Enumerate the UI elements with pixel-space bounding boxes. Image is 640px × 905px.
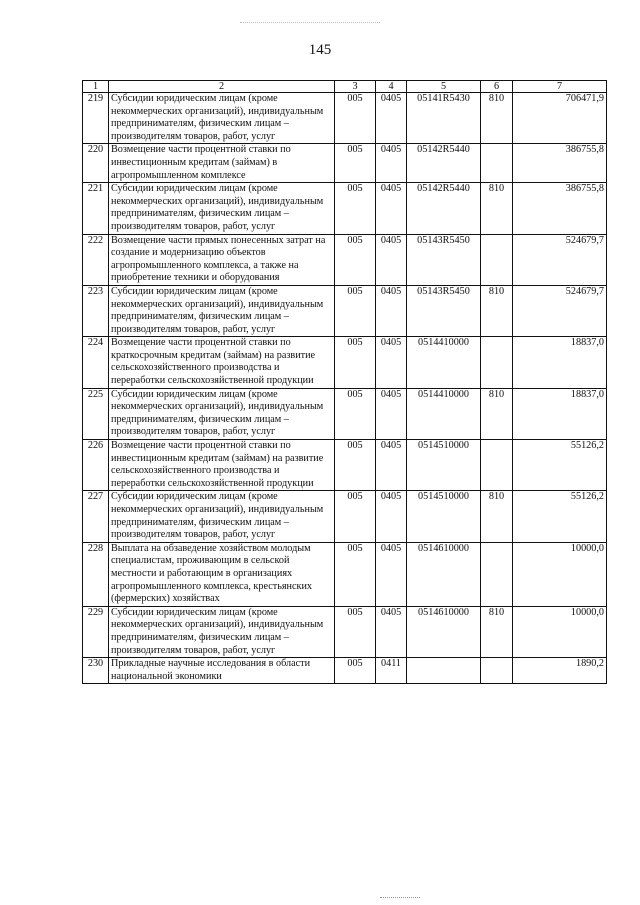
row-ministry-code: 005 [335, 337, 376, 388]
row-expense-type [481, 234, 513, 285]
row-section-code: 0411 [376, 658, 407, 684]
row-number: 230 [83, 658, 109, 684]
budget-table [82, 80, 607, 684]
row-section-code: 0405 [376, 234, 407, 285]
row-target-code [407, 658, 481, 684]
row-section-code: 0405 [376, 144, 407, 183]
row-number: 220 [83, 144, 109, 183]
row-target-code: 05143R5450 [407, 285, 481, 336]
row-description: Возмещение части процентной ставки по краткосрочным кредитам (займам) на развитие сельскохозяйственного производства и переработки сельскохозяйственной продукции [109, 337, 335, 388]
table-row [83, 144, 607, 183]
row-number: 227 [83, 491, 109, 542]
row-section-code: 0405 [376, 337, 407, 388]
table-row [83, 440, 607, 491]
table-row [83, 183, 607, 234]
row-ministry-code: 005 [335, 658, 376, 684]
header-col-4: 4 [376, 81, 407, 93]
table-row [83, 658, 607, 684]
header-col-1: 1 [83, 81, 109, 93]
row-ministry-code: 005 [335, 542, 376, 606]
row-expense-type [481, 542, 513, 606]
row-target-code: 0514610000 [407, 606, 481, 657]
table-row [83, 542, 607, 606]
header-col-6: 6 [481, 81, 513, 93]
row-description: Выплата на обзаведение хозяйством молодым специалистам, проживающим в сельской местности и работающим в организациях агропромышленного комплекса, крестьянских (фермерских) хозяйствах [109, 542, 335, 606]
row-section-code: 0405 [376, 542, 407, 606]
row-target-code: 0514410000 [407, 388, 481, 439]
row-expense-type: 810 [481, 388, 513, 439]
row-amount: 10000,0 [513, 606, 607, 657]
row-ministry-code: 005 [335, 388, 376, 439]
bottom-scan-mark [380, 897, 420, 899]
row-amount: 55126,2 [513, 491, 607, 542]
row-expense-type: 810 [481, 285, 513, 336]
row-expense-type [481, 440, 513, 491]
page-number: 145 [308, 42, 332, 58]
row-amount: 524679,7 [513, 285, 607, 336]
header-col-2: 2 [109, 81, 335, 93]
row-expense-type: 810 [481, 183, 513, 234]
row-target-code: 05142R5440 [407, 183, 481, 234]
row-ministry-code: 005 [335, 234, 376, 285]
row-number: 225 [83, 388, 109, 439]
row-amount: 10000,0 [513, 542, 607, 606]
row-description: Субсидии юридическим лицам (кроме некоммерческих организаций), индивидуальным предпринимателям, физическим лицам – производителям товаров, работ, услуг [109, 183, 335, 234]
header-col-5: 5 [407, 81, 481, 93]
row-expense-type [481, 337, 513, 388]
table-row [83, 388, 607, 439]
row-amount: 1890,2 [513, 658, 607, 684]
row-description: Возмещение части прямых понесенных затрат на создание и модернизацию объектов агропромышленного комплекса, а также на приобретение техники и оборудования [109, 234, 335, 285]
row-expense-type: 810 [481, 606, 513, 657]
row-ministry-code: 005 [335, 606, 376, 657]
row-amount: 55126,2 [513, 440, 607, 491]
row-expense-type: 810 [481, 93, 513, 144]
row-number: 223 [83, 285, 109, 336]
table-row [83, 234, 607, 285]
row-section-code: 0405 [376, 491, 407, 542]
row-ministry-code: 005 [335, 93, 376, 144]
row-target-code: 05141R5430 [407, 93, 481, 144]
row-description: Субсидии юридическим лицам (кроме некоммерческих организаций), индивидуальным предпринимателям, физическим лицам – производителям товаров, работ, услуг [109, 491, 335, 542]
row-number: 226 [83, 440, 109, 491]
row-description: Прикладные научные исследования в области национальной экономики [109, 658, 335, 684]
header-col-3: 3 [335, 81, 376, 93]
row-amount: 706471,9 [513, 93, 607, 144]
row-target-code: 0514610000 [407, 542, 481, 606]
row-target-code: 0514410000 [407, 337, 481, 388]
row-ministry-code: 005 [335, 144, 376, 183]
top-scan-mark [240, 22, 380, 24]
row-section-code: 0405 [376, 388, 407, 439]
row-section-code: 0405 [376, 93, 407, 144]
header-col-7: 7 [513, 81, 607, 93]
row-number: 224 [83, 337, 109, 388]
row-target-code: 0514510000 [407, 491, 481, 542]
row-section-code: 0405 [376, 440, 407, 491]
row-ministry-code: 005 [335, 183, 376, 234]
row-section-code: 0405 [376, 606, 407, 657]
row-number: 221 [83, 183, 109, 234]
row-amount: 18837,0 [513, 388, 607, 439]
header-row [83, 81, 607, 93]
row-section-code: 0405 [376, 285, 407, 336]
row-ministry-code: 005 [335, 491, 376, 542]
row-expense-type [481, 658, 513, 684]
row-amount: 18837,0 [513, 337, 607, 388]
row-description: Возмещение части процентной ставки по инвестиционным кредитам (займам) на развитие сельскохозяйственного производства и переработки сельскохозяйственной продукции [109, 440, 335, 491]
row-amount: 524679,7 [513, 234, 607, 285]
row-section-code: 0405 [376, 183, 407, 234]
table-row [83, 491, 607, 542]
table-row [83, 93, 607, 144]
row-target-code: 05142R5440 [407, 144, 481, 183]
table-row [83, 606, 607, 657]
row-number: 229 [83, 606, 109, 657]
row-number: 219 [83, 93, 109, 144]
row-description: Возмещение части процентной ставки по инвестиционным кредитам (займам) в агропромышленном комплексе [109, 144, 335, 183]
row-description: Субсидии юридическим лицам (кроме некоммерческих организаций), индивидуальным предпринимателям, физическим лицам – производителям товаров, работ, услуг [109, 93, 335, 144]
row-target-code: 05143R5450 [407, 234, 481, 285]
row-expense-type: 810 [481, 491, 513, 542]
row-amount: 386755,8 [513, 183, 607, 234]
row-description: Субсидии юридическим лицам (кроме некоммерческих организаций), индивидуальным предпринимателям, физическим лицам – производителям товаров, работ, услуг [109, 606, 335, 657]
row-amount: 386755,8 [513, 144, 607, 183]
row-target-code: 0514510000 [407, 440, 481, 491]
row-ministry-code: 005 [335, 285, 376, 336]
row-expense-type [481, 144, 513, 183]
row-ministry-code: 005 [335, 440, 376, 491]
table-row [83, 337, 607, 388]
table-row [83, 285, 607, 336]
row-number: 228 [83, 542, 109, 606]
row-number: 222 [83, 234, 109, 285]
row-description: Субсидии юридическим лицам (кроме некоммерческих организаций), индивидуальным предпринимателям, физическим лицам – производителям товаров, работ, услуг [109, 285, 335, 336]
row-description: Субсидии юридическим лицам (кроме некоммерческих организаций), индивидуальным предпринимателям, физическим лицам – производителям товаров, работ, услуг [109, 388, 335, 439]
